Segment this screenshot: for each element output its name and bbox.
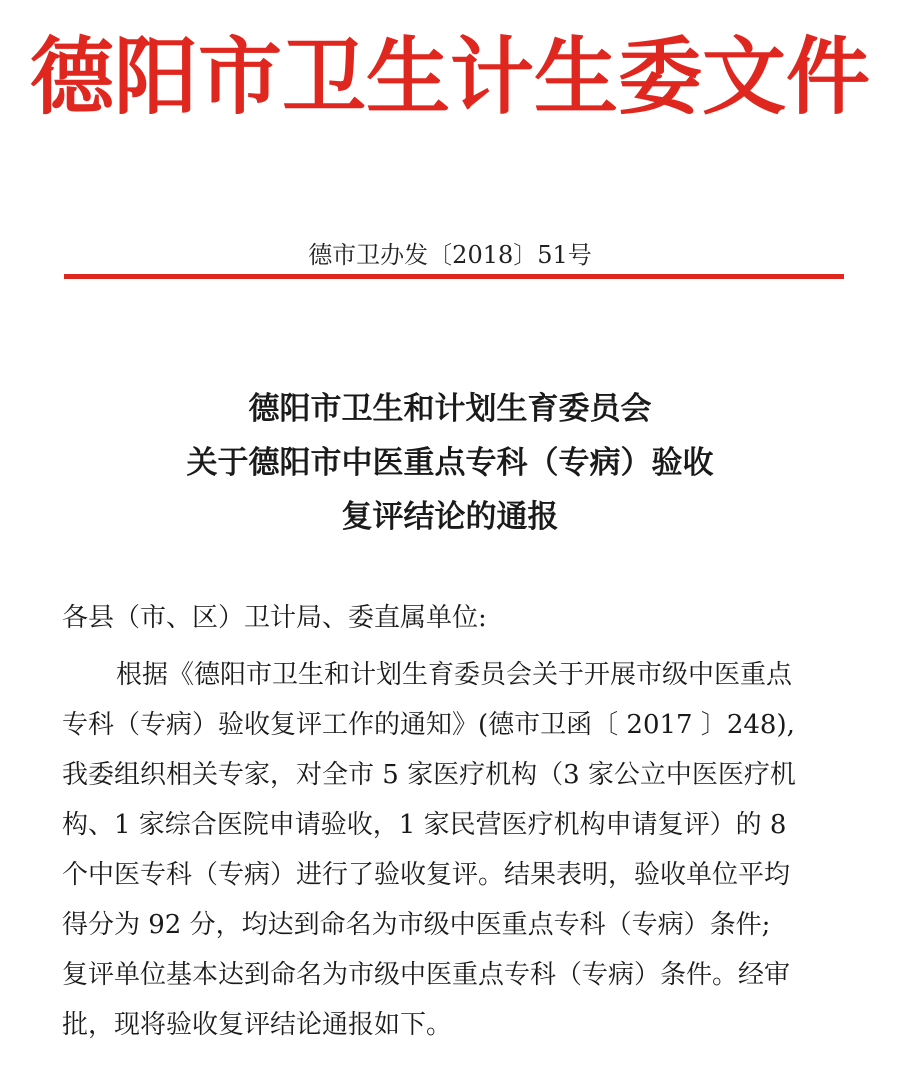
title-line-1: 德阳市卫生和计划生育委员会 [248,391,652,427]
document-title [0,382,900,544]
masthead-title: 德阳市卫生计生委文件 [29,28,870,126]
body-paragraph [62,650,842,1050]
paragraph-line: 根据《德阳市卫生和计划生育委员会关于开展市级中医重点 [116,660,793,690]
paragraph-line: 专科（专病）验收复评工作的通知》(德市卫函〔 2017 〕248), [62,710,795,740]
paragraph-line: 得分为 92 分，均达到命名为市级中医重点专科（专病）条件; [62,910,771,940]
paragraph-line: 批，现将验收复评结论通报如下。 [62,1010,453,1040]
document-number: 德市卫办发〔2018〕51号 [308,241,592,269]
paragraph-line: 个中医专科（专病）进行了验收复评。结果表明，验收单位平均 [62,860,791,890]
paragraph-line: 我委组织相关专家，对全市 5 家医疗机构（3 家公立中医医疗机 [62,760,796,790]
title-line-3: 复评结论的通报 [341,499,559,535]
paragraph-line: 复评单位基本达到命名为市级中医重点专科（专病）条件。经审 [62,960,791,990]
red-separator-line [64,274,844,279]
title-line-2: 关于德阳市中医重点专科（专病）验收 [186,445,714,481]
salutation: 各县（市、区）卫计局、委直属单位: [62,603,487,633]
paragraph-line: 构、1 家综合医院申请验收，1 家民营医疗机构申请复评）的 8 [62,810,787,840]
